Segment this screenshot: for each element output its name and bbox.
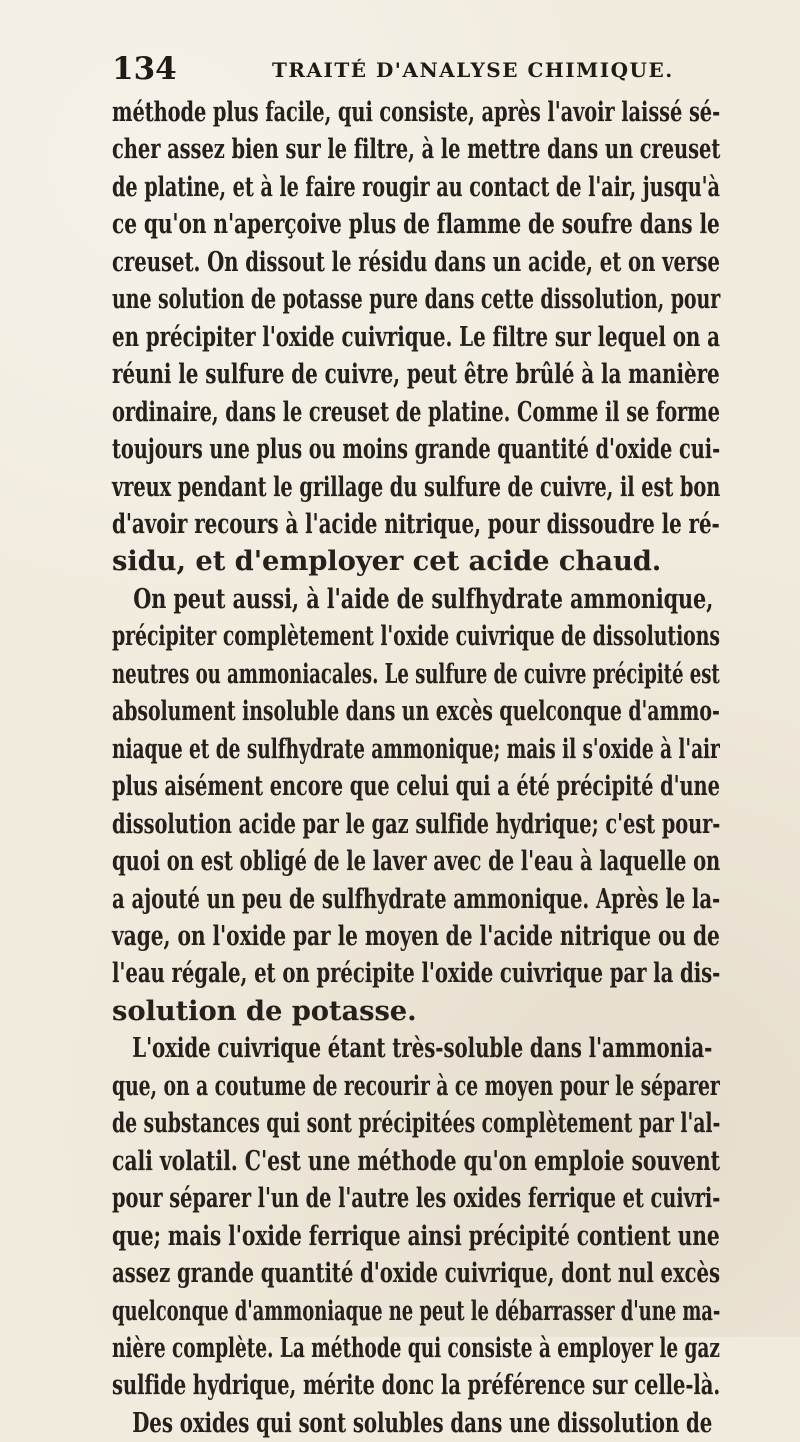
text-line: niaque et de sulfhydrate ammonique; mais il s'oxide à l'air (112, 732, 720, 765)
text-line: que, on a coutume de recourir à ce moyen pour le séparer (112, 1069, 720, 1102)
running-title: TRAITÉ D'ANALYSE CHIMIQUE. (272, 58, 674, 82)
text-line: l'eau régale, et on précipite l'oxide cuivrique par la dis- (112, 957, 721, 990)
text-line: pour séparer l'un de l'autre les oxides ferrique et cuivri- (112, 1182, 721, 1215)
text-line: creuset. On dissout le résidu dans un acide, et on verse (112, 245, 720, 278)
text-line: On peut aussi, à l'aide de sulfhydrate ammonique, (133, 582, 714, 615)
text-line: quoi on est obligé de le laver avec de l'eau à laquelle on (112, 845, 721, 878)
text-line: ordinaire, dans le creuset de platine. Comme il se forme (112, 395, 720, 428)
text-line: ce qu'on n'aperçoive plus de flamme de soufre dans le (112, 208, 720, 241)
paragraph-1 (112, 94, 720, 581)
paragraph-2 (112, 581, 720, 1030)
text-line: de substances qui sont précipitées complètement par l'al- (112, 1107, 721, 1140)
text-line: cali volatil. C'est une méthode qu'on emploie souvent (112, 1144, 721, 1177)
text-line: précipiter complètement l'oxide cuivrique de dissolutions (112, 620, 720, 653)
paragraph-3 (112, 1030, 720, 1442)
text-line: sulfide hydrique, mérite donc la préférence sur celle-là. (112, 1369, 721, 1402)
text-line: que; mais l'oxide ferrique ainsi précipité contient une (112, 1219, 720, 1252)
text-line: une solution de potasse pure dans cette dissolution, pour (112, 283, 721, 316)
text-line: d'avoir recours à l'acide nitrique, pour dissoudre le ré- (112, 507, 720, 540)
text-line: en précipiter l'oxide cuivrique. Le filtre sur lequel on a (112, 320, 720, 353)
text-line: vage, on l'oxide par le moyen de l'acide nitrique ou de (112, 919, 720, 952)
text-line: absolument insoluble dans un excès quelconque d'ammo- (112, 695, 720, 728)
text-line: réuni le sulfure de cuivre, peut être brûlé à la manière (112, 358, 720, 391)
text-line: méthode plus facile, qui consiste, après l'avoir laissé sé- (112, 96, 721, 128)
text-line: neutres ou ammoniacales. Le sulfure de cuivre précipité est (112, 657, 720, 690)
text-line: a ajouté un peu de sulfhydrate ammonique. Après le la- (112, 882, 721, 915)
text-line: nière complète. La méthode qui consiste à employer le gaz (112, 1331, 720, 1364)
text-line: vreux pendant le grillage du sulfure de cuivre, il est bon (112, 470, 721, 503)
text-line: assez grande quantité d'oxide cuivrique, dont nul excès (112, 1257, 720, 1290)
page-number: 134 (112, 51, 177, 87)
page-header (112, 52, 720, 86)
text-line: cher assez bien sur le filtre, à le mettre dans un creuset (112, 133, 721, 166)
text-line: sidu, et d'employer cet acide chaud. (112, 545, 662, 578)
text-line: solution de potasse. (112, 994, 417, 1027)
text-line: Des oxides qui sont solubles dans une dissolution de (132, 1406, 713, 1439)
text-line: toujours une plus ou moins grande quantité d'oxide cui- (112, 433, 721, 466)
text-line: de platine, et à le faire rougir au contact de l'air, jusqu'à (112, 170, 720, 203)
text-line: plus aisément encore que celui qui a été précipité d'une (112, 770, 720, 803)
text-line: L'oxide cuivrique étant très-soluble dans l'ammonia- (132, 1032, 713, 1065)
text-line: dissolution acide par le gaz sulfide hydrique; c'est pour- (112, 807, 721, 840)
text-line: quelconque d'ammoniaque ne peut le débarrasser d'une ma- (112, 1294, 721, 1327)
